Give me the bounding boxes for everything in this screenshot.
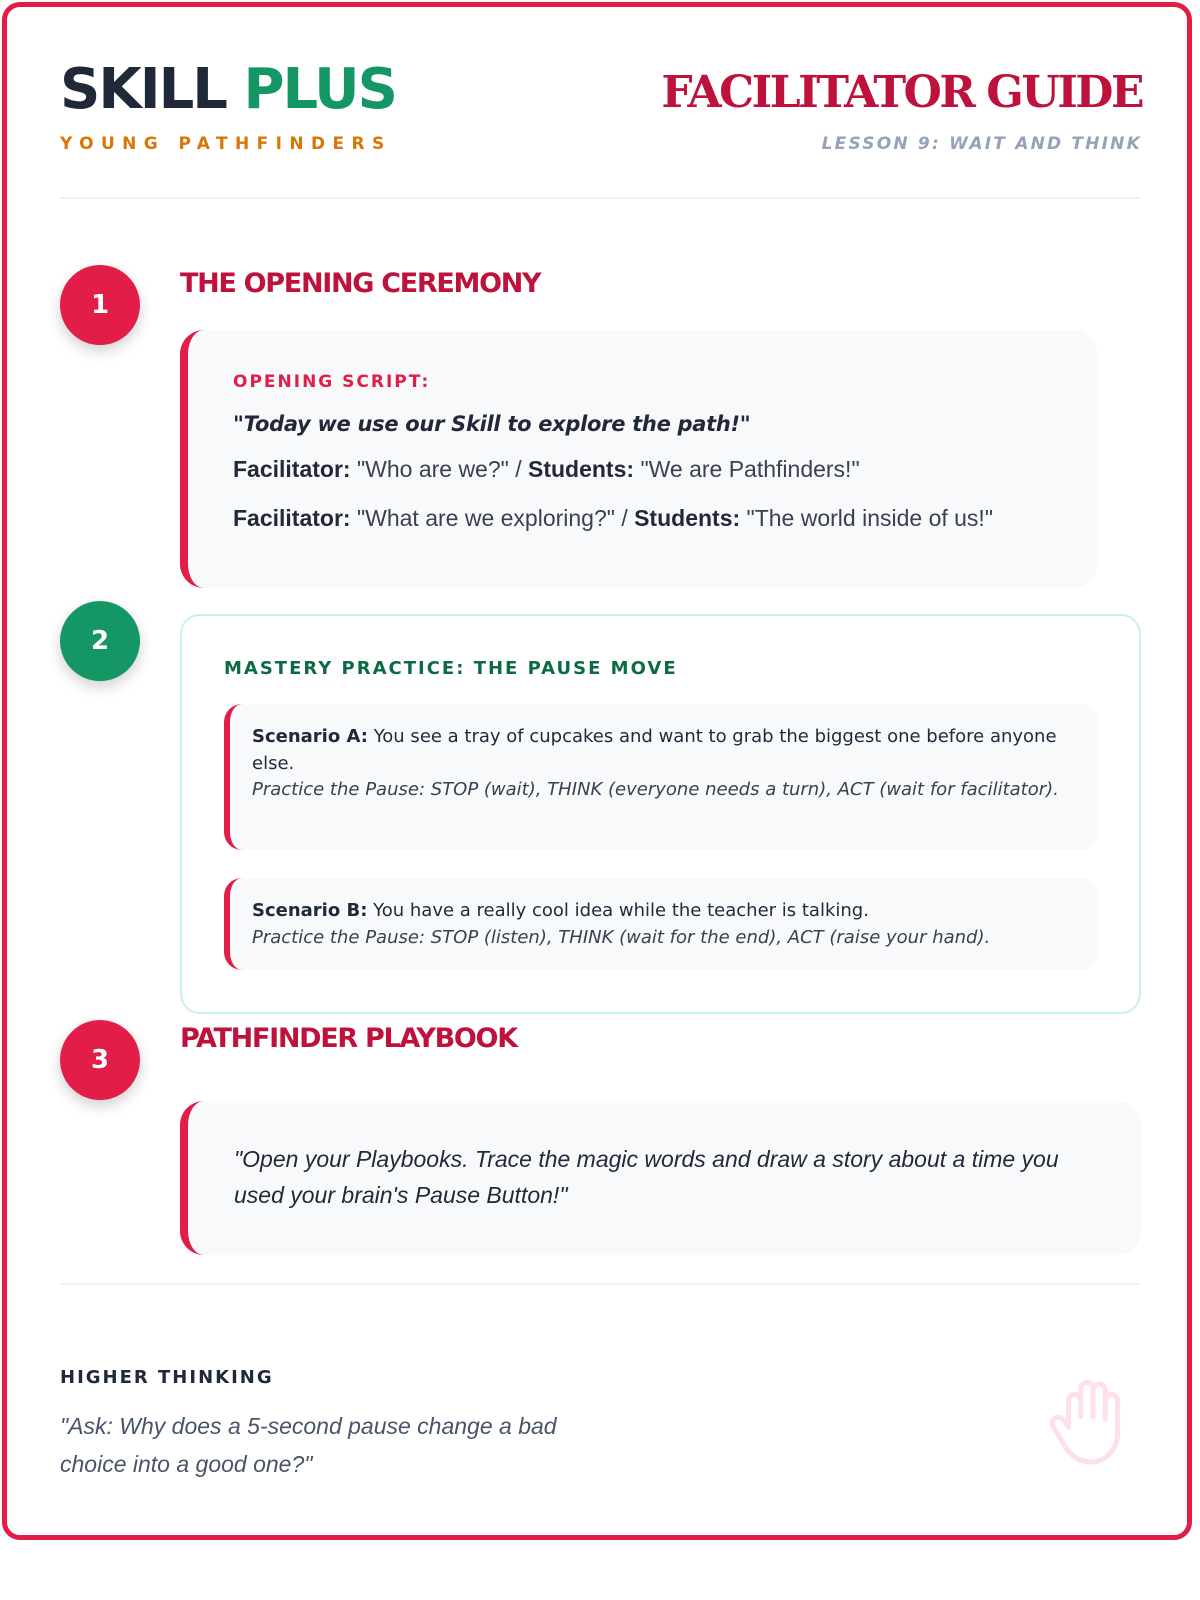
dialog-text: "Who are we?"	[356, 456, 509, 482]
section-heading-opening-ceremony: THE OPENING CEREMONY	[180, 268, 541, 299]
mastery-practice-card	[180, 614, 1141, 1014]
dialog-speaker: Facilitator:	[233, 505, 351, 531]
higher-thinking-label: HIGHER THINKING	[60, 1367, 274, 1388]
step-1-badge: 1	[60, 265, 140, 345]
brand-word-skill: SKILL	[60, 57, 226, 122]
brand-subtitle: YOUNG PATHFINDERS	[60, 134, 392, 154]
guide-title: FACILITATOR GUIDE	[661, 67, 1142, 118]
scenario-card	[224, 704, 1098, 850]
scenario-text: You see a tray of cupcakes and want to grab the biggest one before anyone else.	[252, 726, 1057, 774]
scenario-text: You have a really cool idea while the teacher is talking.	[373, 900, 869, 921]
playbook-quote: "Open your Playbooks. Trace the magic words and draw a story about a time you used your brain's Pause Button!"	[234, 1146, 1059, 1208]
dialog-speaker: Students:	[527, 456, 635, 482]
opening-script-card	[180, 330, 1097, 588]
opening-script-quote: "Today we use our Skill to explore the path!"	[233, 412, 751, 436]
section-heading-pathfinder-playbook: PATHFINDER PLAYBOOK	[180, 1023, 517, 1054]
brand-word-plus: PLUS	[243, 57, 396, 122]
dialog-speaker: Students:	[634, 505, 741, 531]
scenario-label: Scenario B:	[252, 900, 368, 921]
hand-icon	[1038, 1366, 1140, 1468]
dialog-text: "We are Pathfinders!"	[640, 456, 860, 482]
scenario-label: Scenario A:	[252, 726, 368, 747]
opening-script-label: OPENING SCRIPT:	[233, 372, 431, 392]
higher-thinking-quote: "Ask: Why does a 5-second pause change a bad choice into a good one?"	[60, 1413, 557, 1477]
dialog-line	[233, 456, 1097, 483]
dialog-separator: /	[621, 505, 628, 531]
scenario-practice: Practice the Pause: STOP (wait), THINK (everyone needs a turn), ACT (wait for facilitator).	[252, 779, 1059, 800]
footer-divider	[60, 1283, 1140, 1285]
brand-logo	[60, 58, 396, 154]
dialog-text: "What are we exploring?"	[356, 505, 615, 531]
scenario-card	[224, 878, 1098, 970]
lesson-title: LESSON 9: WAIT AND THINK	[821, 134, 1142, 154]
step-3-badge: 3	[60, 1020, 140, 1100]
scenario-practice: Practice the Pause: STOP (listen), THINK (wait for the end), ACT (raise your hand).	[252, 926, 991, 948]
dialog-speaker: Facilitator:	[233, 456, 351, 482]
header-divider	[60, 197, 1140, 199]
mastery-practice-label: MASTERY PRACTICE: THE PAUSE MOVE	[224, 658, 678, 679]
dialog-line	[233, 505, 1097, 532]
guide-header	[661, 62, 1142, 154]
brand-title	[60, 58, 396, 122]
dialog-text: "The world inside of us!"	[746, 505, 993, 531]
dialog-separator: /	[515, 456, 522, 482]
step-2-badge: 2	[60, 601, 140, 681]
playbook-card	[180, 1101, 1141, 1255]
